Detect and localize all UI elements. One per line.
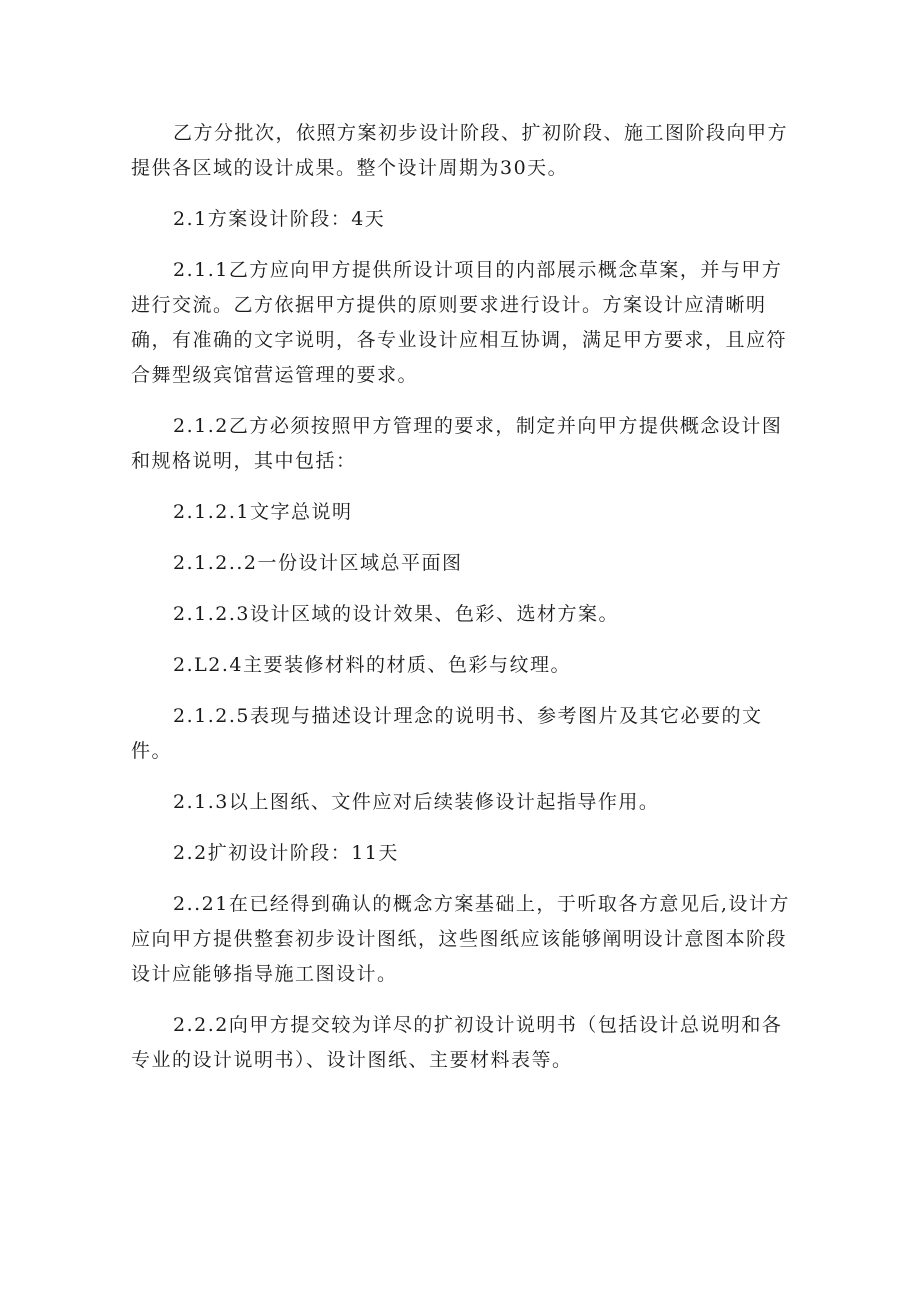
paragraph-line: 2.1.3以上图纸、文件应对后续装修设计起指导作用。: [173, 791, 660, 813]
paragraph-line: 专业的设计说明书）、设计图纸、主要材料表等。: [131, 1049, 573, 1071]
paragraph-line: 提供各区域的设计成果。整个设计周期为30天。: [131, 157, 569, 179]
paragraph-line: 确，有准确的文字说明，各专业设计应相互协调，满足甲方要求，且应符: [131, 329, 788, 351]
paragraph-line: 2.1方案设计阶段：4天: [173, 208, 386, 230]
paragraph-line: 件。: [131, 740, 173, 762]
document-body: [131, 116, 791, 1094]
paragraph-line: 2.2.2向甲方提交较为详尽的扩初设计说明书（包括设计总说明和各: [173, 1014, 783, 1036]
paragraph: [131, 836, 791, 871]
paragraph-line: 合舞型级宾馆营运管理的要求。: [131, 364, 419, 386]
paragraph: [131, 546, 791, 581]
paragraph-line: 2.1.2乙方必须按照甲方管理的要求，制定并向甲方提供概念设计图: [173, 415, 783, 437]
paragraph: [131, 648, 791, 683]
paragraph: [131, 699, 791, 769]
paragraph-line: 2..21在已经得到确认的概念方案基础上，于听取各方意见后,设计方: [173, 893, 790, 915]
paragraph-line: 进行交流。乙方依据甲方提供的原则要求进行设计。方案设计应清晰明: [131, 294, 767, 316]
paragraph: [131, 409, 791, 479]
paragraph: [131, 597, 791, 632]
paragraph: [131, 785, 791, 820]
paragraph-line: 2.1.2.5表现与描述设计理念的说明书、参考图片及其它必要的文: [173, 705, 763, 727]
paragraph: [131, 202, 791, 237]
paragraph: [131, 495, 791, 530]
paragraph-line: 2.1.2.3设计区域的设计效果、色彩、选材方案。: [173, 603, 619, 625]
paragraph-line: 2.1.1乙方应向甲方提供所设计项目的内部展示概念草案，并与甲方: [173, 259, 783, 281]
paragraph-line: 和规格说明，其中包括：: [131, 450, 357, 472]
paragraph: [131, 116, 791, 186]
paragraph: [131, 887, 791, 992]
paragraph: [131, 1008, 791, 1078]
paragraph-line: 设计应能够指导施工图设计。: [131, 963, 398, 985]
paragraph-line: 2.L2.4主要装修材料的材质、色彩与纹理。: [173, 654, 571, 676]
paragraph: [131, 253, 791, 393]
paragraph-line: 应向甲方提供整套初步设计图纸，这些图纸应该能够阐明设计意图本阶段: [131, 928, 788, 950]
paragraph-line: 2.1.2.1文字总说明: [173, 501, 353, 523]
paragraph-line: 2.2扩初设计阶段：11天: [173, 842, 399, 864]
paragraph-line: 乙方分批次，依照方案初步设计阶段、扩初阶段、施工图阶段向甲方: [173, 122, 789, 144]
paragraph-line: 2.1.2..2一份设计区域总平面图: [173, 552, 463, 574]
